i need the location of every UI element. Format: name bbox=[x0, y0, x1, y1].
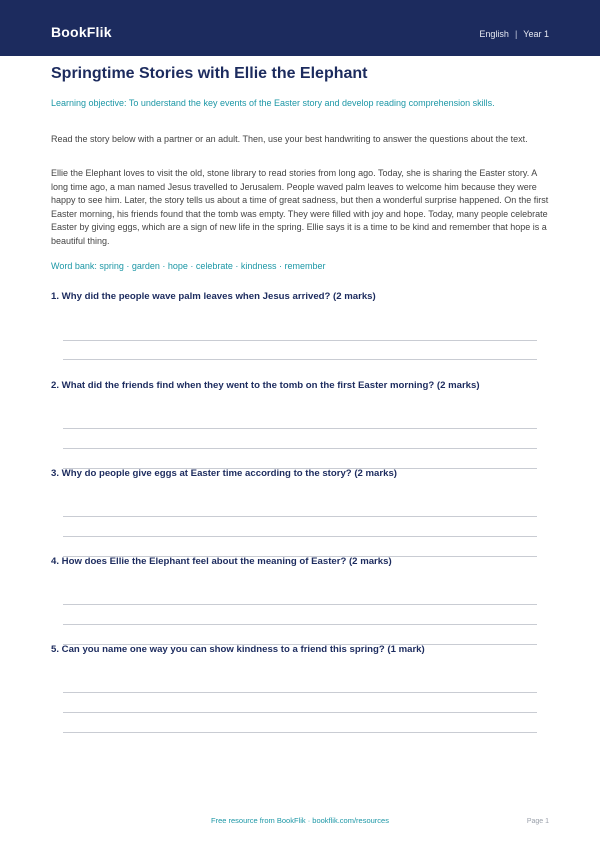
answer-line-1a[interactable] bbox=[63, 340, 537, 341]
question-4: 4. How does Ellie the Elephant feel about the meaning of Easter? (2 marks) bbox=[51, 556, 392, 567]
answer-line-4b[interactable] bbox=[63, 624, 537, 625]
header-bar bbox=[0, 0, 600, 56]
answer-line-2b[interactable] bbox=[63, 448, 537, 449]
answer-line-4a[interactable] bbox=[63, 604, 537, 605]
page-number: Page 1 bbox=[526, 818, 549, 825]
question-2: 2. What did the friends find when they went to the tomb on the first Easter morning? (2 marks) bbox=[51, 380, 480, 391]
footer-link[interactable]: Free resource from BookFlik · bookflik.com/resources bbox=[211, 816, 389, 825]
meta-separator: | bbox=[514, 29, 518, 39]
answer-line-3a[interactable] bbox=[63, 516, 537, 517]
subject-label: English bbox=[479, 29, 509, 39]
instructions-text: Read the story below with a partner or an adult. Then, use your best handwriting to answer the questions about the text. bbox=[51, 134, 528, 144]
answer-line-5b[interactable] bbox=[63, 712, 537, 713]
answer-line-5c[interactable] bbox=[63, 732, 537, 733]
story-text: Ellie the Elephant loves to visit the old, stone library to read stories from long ago. Today, she is sharing the Easter story. A long time ago, a man named Jesus travelled to Jerusalem. People waved palm leaves to welcome him because they were happy to see him. Later, the story tells us about a time of great sadness, but then a wonderful surprise happened. On the first Easter morning, his friends found that the tomb was empty. They were filled with joy and hope. Today, many people celebrate Easter by giving eggs, which are a sign of new life in the spring. Ellie says it is a time to be kind and remember that hope is a beautiful thing. bbox=[51, 168, 549, 246]
question-5: 5. Can you name one way you can show kindness to a friend this spring? (1 mark) bbox=[51, 644, 425, 655]
question-1: 1. Why did the people wave palm leaves when Jesus arrived? (2 marks) bbox=[51, 291, 376, 302]
brand-logo[interactable]: BookFlik bbox=[51, 24, 112, 40]
answer-line-5a[interactable] bbox=[63, 692, 537, 693]
answer-line-1b[interactable] bbox=[63, 359, 537, 360]
word-bank: Word bank: spring · garden · hope · celebrate · kindness · remember bbox=[51, 261, 326, 271]
header-meta bbox=[479, 29, 549, 39]
answer-line-3b[interactable] bbox=[63, 536, 537, 537]
year-label: Year 1 bbox=[523, 29, 549, 39]
question-3: 3. Why do people give eggs at Easter time according to the story? (2 marks) bbox=[51, 468, 397, 479]
learning-objective: Learning objective: To understand the key events of the Easter story and develop reading comprehension skills. bbox=[51, 98, 495, 108]
page-title: Springtime Stories with Ellie the Elephant bbox=[51, 65, 368, 82]
answer-line-2a[interactable] bbox=[63, 428, 537, 429]
